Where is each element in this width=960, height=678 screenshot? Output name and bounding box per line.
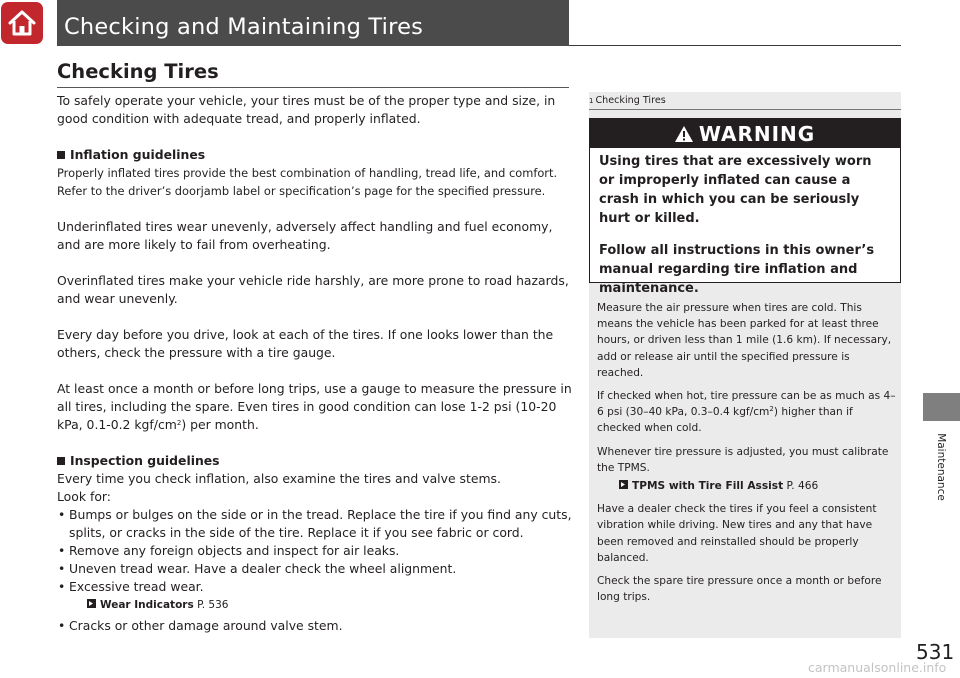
heading-square-icon <box>57 151 65 159</box>
heading-square-icon <box>57 457 65 465</box>
warning-box <box>589 118 901 296</box>
inspection-heading <box>57 452 572 470</box>
warning-triangle-icon <box>675 126 693 142</box>
inflation-heading-text: Inflation guidelines <box>70 147 206 162</box>
inflation-paragraph-5: At least once a month or before long trips, use a gauge to measure the pressure in all tires, including the spare. Even tires in good condition can lose 1-2 psi (10-20 kPa, 0.1-0.2 kgf/$cm^2$) per month. <box>57 381 572 432</box>
chapter-tab-marker <box>923 393 960 421</box>
sidebar-header-text: Checking Tires <box>595 95 666 106</box>
inflation-paragraph-4: Every day before you drive, look at each of the tires. If one looks lower than the others, check the pressure with a tire gauge. <box>57 327 554 360</box>
inflation-paragraph-2: Underinflated tires wear unevenly, adversely affect handling and fuel economy, and are more likely to fail from overheating. <box>57 219 553 252</box>
section-divider <box>57 87 569 88</box>
sidebar-header <box>589 95 666 106</box>
sidebar-divider <box>589 109 901 110</box>
inflation-heading <box>57 146 572 164</box>
note-cold-pressure: Measure the air pressure when tires are cold. This means the vehicle has been parked for at least three hours, or driven less than 1 mile (1.6 km). If necessary, add or release air until the specified pressure is reached. <box>597 302 892 379</box>
note-hot-pressure: If checked when hot, tire pressure can be as much as 4–6 psi (30–40 kPa, 0.3–0.4 kgf/$cm^2$) higher than if checked when cold. <box>597 390 896 435</box>
note-reference-number: 1 <box>589 96 594 105</box>
main-content <box>57 92 572 635</box>
note-spare: Check the spare tire pressure once a month or before long trips. <box>597 575 882 604</box>
inflation-paragraph-3: Overinflated tires make your vehicle ride harshly, are more prone to road hazards, and wear unevenly. <box>57 273 569 306</box>
home-button[interactable] <box>1 2 43 44</box>
inspection-list-continued <box>57 617 572 635</box>
note-vibration: Have a dealer check the tires if you feel a consistent vibration while driving. New tires and any that have been removed and reinstalled should be properly balanced. <box>597 503 877 564</box>
inspection-list <box>57 506 572 596</box>
warning-text-2: Follow all instructions in this owner’s manual regarding tire inflation and maintenance. <box>599 243 875 296</box>
chapter-tab-label: Maintenance <box>935 433 947 501</box>
list-item: • Uneven tread wear. Have a dealer check the wheel alignment. <box>58 561 457 576</box>
tpms-link[interactable]: TPMS with Tire Fill Assist P. 466 <box>597 478 897 494</box>
list-item: • Cracks or other damage around valve stem. <box>58 618 343 633</box>
inspection-intro: Every time you check inflation, also examine the tires and valve stems. <box>57 471 501 486</box>
section-title: Checking Tires <box>57 60 219 83</box>
inspection-heading-text: Inspection guidelines <box>70 453 220 468</box>
warning-label: WARNING <box>698 121 816 146</box>
cross-reference-arrow-icon <box>619 478 628 494</box>
home-icon <box>7 8 37 38</box>
sidebar-notes <box>589 92 901 638</box>
list-item: • Excessive tread wear. <box>58 579 204 594</box>
sidebar-text <box>597 300 897 612</box>
title-divider <box>569 45 901 46</box>
intro-paragraph: To safely operate your vehicle, your tires must be of the proper type and size, in good condition with adequate tread, and properly inflated. <box>57 93 556 126</box>
warning-body <box>590 148 900 298</box>
list-item: • Bumps or bulges on the side or in the tread. Replace the tire if you find any cuts, splits, or cracks in the side of the tire. Replace it if you see fabric or cord. <box>58 507 572 540</box>
watermark: carmanualsonline.info <box>808 660 947 675</box>
look-for-label: Look for: <box>57 489 111 504</box>
chapter-title: Checking and Maintaining Tires <box>64 14 424 40</box>
note-tpms: Whenever tire pressure is adjusted, you must calibrate the TPMS. <box>597 445 889 474</box>
chapter-title-bar <box>57 0 569 46</box>
warning-header <box>590 119 900 148</box>
cross-reference-arrow-icon <box>87 597 96 613</box>
inflation-paragraph-1: Properly inflated tires provide the best combination of handling, tread life, and comfort. Refer to the driver’s doorjamb label or specification’s page for the specified pressure. <box>57 166 558 198</box>
wear-indicators-link[interactable]: Wear Indicators P. 536 <box>57 597 572 613</box>
page-number: 531 <box>916 640 955 664</box>
list-item: • Remove any foreign objects and inspect for air leaks. <box>58 543 400 558</box>
warning-text-1: Using tires that are excessively worn or improperly inflated can cause a crash in which you can be seriously hurt or killed. <box>599 154 872 226</box>
